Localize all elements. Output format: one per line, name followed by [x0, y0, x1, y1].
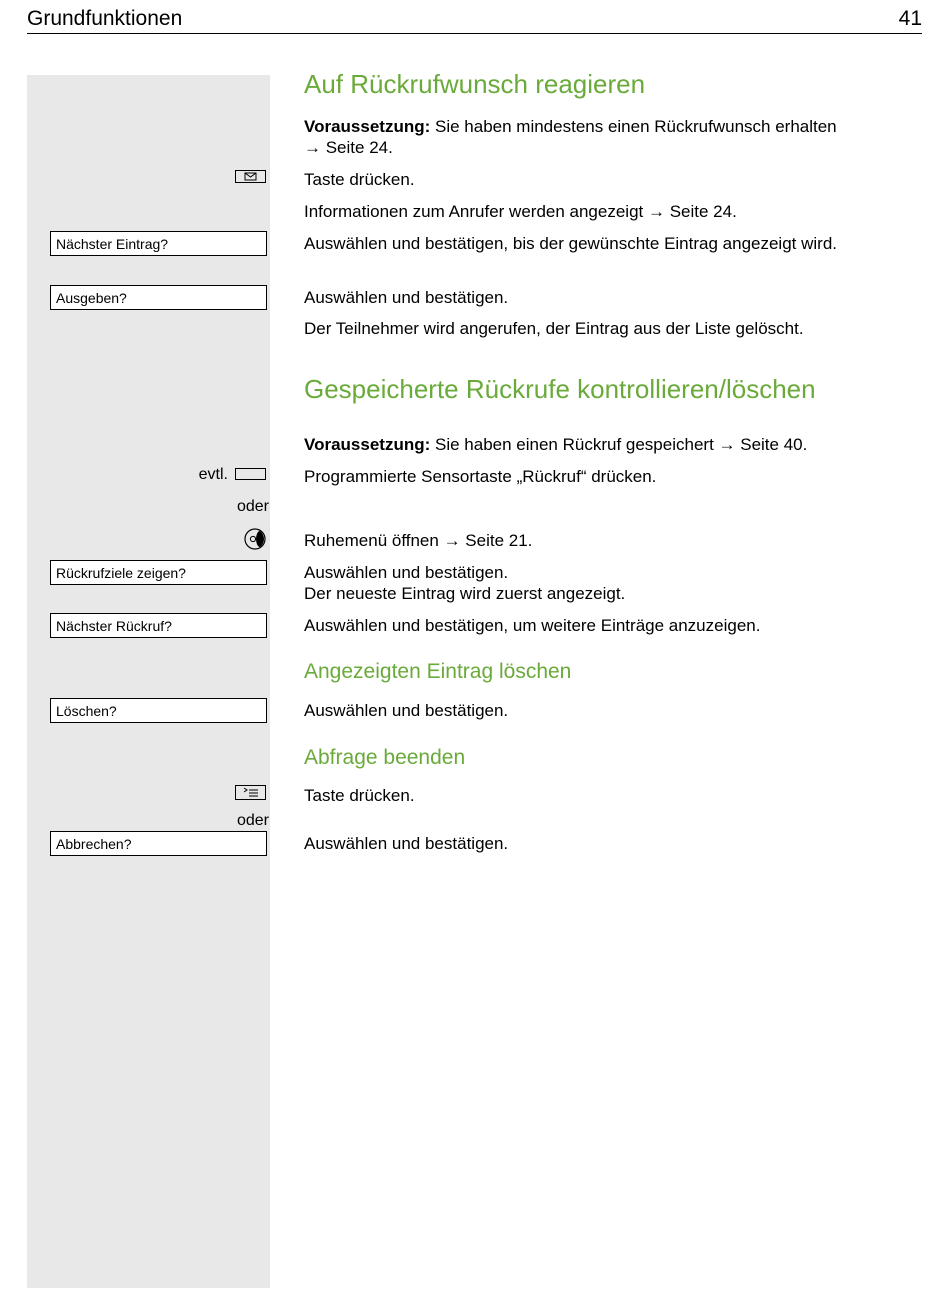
step-select-confirm-1: Auswählen und bestätigen. [304, 288, 509, 307]
sensor-key-icon [235, 468, 266, 480]
display-show-targets: Rückrufziele zeigen? [50, 560, 267, 585]
prerequisite-2 [304, 434, 904, 455]
label-oder: oder [236, 498, 269, 515]
step-select-confirm-4: Auswählen und bestätigen. [304, 834, 509, 853]
menu-key-icon [235, 785, 266, 800]
display-delete: Löschen? [50, 698, 267, 723]
step-select-confirm-text: Auswählen und bestätigen. [304, 563, 509, 582]
step-select-until: Auswählen und bestätigen, bis der gewünschte Eintrag angezeigt wird. [304, 234, 838, 253]
label-evtl: evtl. [198, 466, 228, 483]
heading-stored-callbacks: Gespeicherte Rückrufe kontrollieren/löschen [304, 374, 816, 404]
step-more-entries: Auswählen und bestätigen, um weitere Einträge anzuzeigen. [304, 616, 761, 635]
step-sensor-key: Programmierte Sensortaste „Rückruf“ drücken. [304, 467, 657, 486]
step-idle-menu: Ruhemenü öffnen → Seite 21. [304, 531, 533, 550]
prerequisite-label: Voraussetzung: [304, 435, 431, 454]
prerequisite-ref: → Seite 24. [304, 138, 393, 157]
step-select-confirm-2 [304, 562, 904, 604]
step-select-confirm-3: Auswählen und bestätigen. [304, 701, 509, 720]
display-next-callback: Nächster Rückruf? [50, 613, 267, 638]
prerequisite-text: Sie haben mindestens einen Rückrufwunsch erhalten [435, 117, 837, 136]
step-press-key-2: Taste drücken. [304, 786, 415, 805]
prerequisite-label: Voraussetzung: [304, 117, 431, 136]
display-next-entry: Nächster Eintrag? [50, 231, 267, 256]
label-oder: oder [236, 812, 269, 829]
page-header [27, 6, 922, 34]
step-subscriber-called: Der Teilnehmer wird angerufen, der Eintrag aus der Liste gelöscht. [304, 319, 804, 338]
step-caller-info: Informationen zum Anrufer werden angezeigt → Seite 24. [304, 202, 737, 221]
navigator-icon [244, 528, 268, 550]
heading-callback-request: Auf Rückrufwunsch reagieren [304, 69, 646, 99]
display-cancel: Abbrechen? [50, 831, 267, 856]
display-output: Ausgeben? [50, 285, 267, 310]
mailbox-key-icon [235, 170, 266, 183]
step-newest-first: Der neueste Eintrag wird zuerst angezeigt. [304, 584, 626, 603]
heading-delete-entry: Angezeigten Eintrag löschen [304, 660, 572, 683]
heading-end-query: Abfrage beenden [304, 746, 466, 769]
page-number: 41 [898, 7, 922, 30]
prerequisite-text: Sie haben einen Rückruf gespeichert → Seite 40. [435, 435, 808, 454]
section-title: Grundfunktionen [27, 7, 183, 30]
prerequisite-1 [304, 116, 904, 158]
step-press-key-1: Taste drücken. [304, 170, 415, 189]
